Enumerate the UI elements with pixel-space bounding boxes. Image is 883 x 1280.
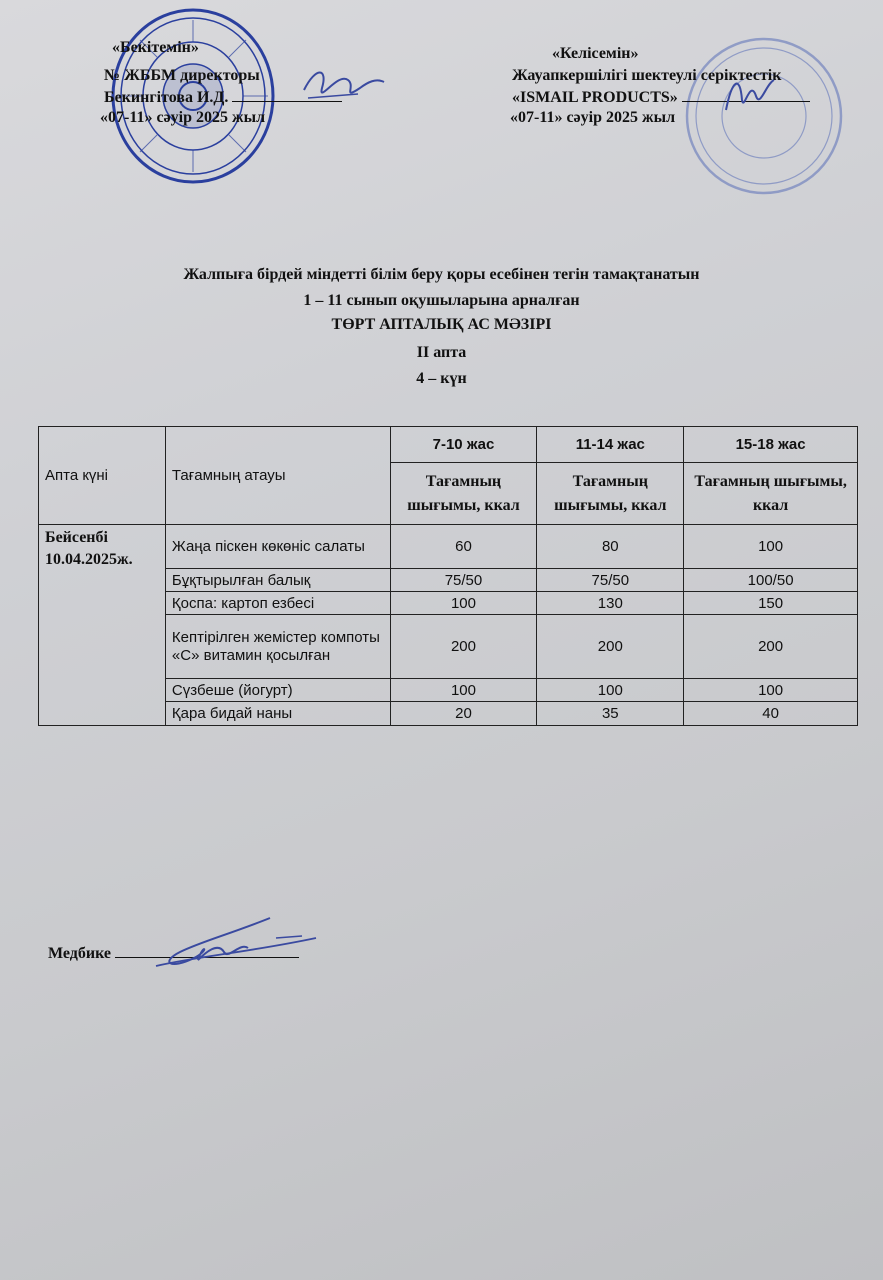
agreement-label: «Келісемін» [552, 45, 639, 62]
col-header-dish: Тағамның атауы [165, 427, 390, 525]
dish-name: Қара бидай наны [165, 702, 390, 726]
approval-position: № ЖББМ директоры [104, 67, 260, 84]
agreement-org-type: Жауапкершілігі шектеулі серіктестік [512, 67, 782, 84]
approval-name: Бекингітова И.Д. [104, 89, 229, 106]
age-group-2: 11-14 жас [537, 427, 684, 463]
week-label: II апта [416, 344, 467, 361]
nurse-label: Медбике [48, 945, 112, 962]
dish-name: Қоспа: картоп езбесі [165, 592, 390, 615]
title-line-2: 1 – 11 сынып оқушыларына арналған [303, 292, 580, 309]
value-11-14: 35 [537, 702, 684, 726]
approval-date: «07-11» сәуір 2025 жыл [100, 109, 266, 126]
day-cell [39, 525, 166, 726]
menu-table [38, 426, 858, 726]
value-11-14: 80 [537, 525, 684, 569]
day-label: 4 – күн [416, 370, 467, 387]
value-15-18: 40 [684, 702, 858, 726]
dish-name: Жаңа піскен көкөніс салаты [165, 525, 390, 569]
col-header-day: Апта күні [39, 427, 166, 525]
value-11-14: 200 [537, 615, 684, 679]
value-7-10: 200 [390, 615, 537, 679]
value-11-14: 100 [537, 679, 684, 702]
company-round-stamp [683, 36, 845, 196]
title-line-1: Жалпыға бірдей міндетті білім беру қоры есебінен тегін тамақтанатын [183, 266, 700, 283]
value-11-14: 130 [537, 592, 684, 615]
age-group-1: 7-10 жас [390, 427, 537, 463]
value-7-10: 100 [390, 679, 537, 702]
value-15-18: 100 [684, 679, 858, 702]
director-signature [298, 60, 388, 110]
value-7-10: 75/50 [390, 569, 537, 592]
table-row [39, 525, 858, 569]
value-7-10: 20 [390, 702, 537, 726]
value-7-10: 100 [390, 592, 537, 615]
yield-header-1: Тағамның шығымы, ккал [390, 463, 537, 525]
value-7-10: 60 [390, 525, 537, 569]
value-11-14: 75/50 [537, 569, 684, 592]
value-15-18: 150 [684, 592, 858, 615]
value-15-18: 100 [684, 525, 858, 569]
nurse-signature [140, 912, 320, 976]
day-name: Бейсенбі [45, 529, 108, 546]
day-date: 10.04.2025ж. [45, 551, 133, 568]
yield-header-2: Тағамның шығымы, ккал [537, 463, 684, 525]
value-15-18: 100/50 [684, 569, 858, 592]
dish-name: Сүзбеше (йогурт) [165, 679, 390, 702]
company-signature [720, 70, 780, 116]
dish-name: Кептірілген жемістер компоты «С» витамин қосылған [165, 615, 390, 679]
agreement-date: «07-11» сәуір 2025 жыл [510, 109, 676, 126]
value-15-18: 200 [684, 615, 858, 679]
age-group-3: 15-18 жас [684, 427, 858, 463]
agreement-org-name: «ISMAIL PRODUCTS» [512, 89, 678, 106]
dish-name: Бұқтырылған балық [165, 569, 390, 592]
approval-label: «Бекітемін» [112, 39, 199, 56]
yield-header-3: Тағамның шығымы, ккал [684, 463, 858, 525]
title-line-3: ТӨРТ АПТАЛЫҚ АС МӘЗІРІ [331, 316, 552, 333]
